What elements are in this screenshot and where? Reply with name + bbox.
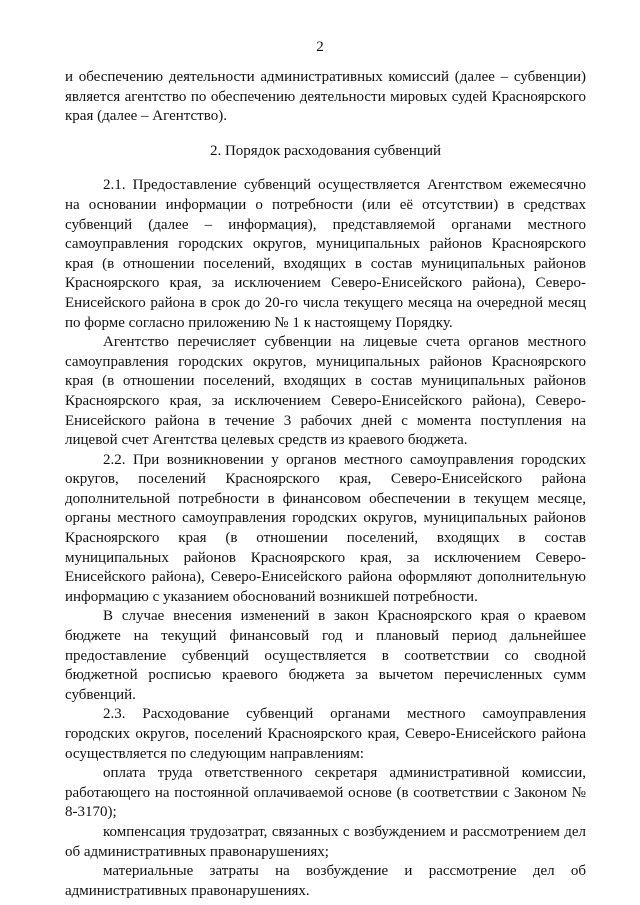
document-body (65, 68, 586, 901)
page-number: 2 (316, 39, 324, 55)
paragraph-2-3: 2.3. Расходование субвенций органами местного самоуправления городских округов, поселений Красноярского края, Северо-Енисейского района осуществляется по следующим направлениям: (65, 706, 586, 762)
expense-item-compensation: компенсация трудозатрат, связанных с возбуждением и рассмотрением дел об административных правонарушениях; (65, 823, 586, 860)
paragraph-2-1: 2.1. Предоставление субвенций осуществляется Агентством ежемесячно на основании информации о потребности (или её отсутствии) в средствах субвенций (далее – информация), представляемой органами местного самоуправления городских округов, муниципальных районов Красноярского края (в отношении поселений, входящих в состав муниципальных районов Красноярского края, за исключением Северо-Енисейского района), Северо-Енисейского района в срок до 20-го числа текущего месяца на очередной месяц по форме согласно приложению № 1 к настоящему Порядку. (65, 177, 586, 331)
paragraph-2-2-changes: В случае внесения изменений в закон Красноярского края о краевом бюджете на текущий финансовый год и плановый период дальнейшее предоставление субвенций осуществляется в соответствии со сводной бюджетной росписью краевого бюджета за вычетом перечисленных сумм субвенций. (65, 608, 586, 703)
expense-item-materials: материальные затраты на возбуждение и рассмотрение дел об административных правонарушениях. (65, 863, 586, 899)
paragraph-2-1-transfer: Агентство перечисляет субвенции на лицевые счета органов местного самоуправления городских округов, муниципальных районов Красноярского края (в отношении поселений, входящих в состав муниципальных районов Красноярского края, за исключением Северо-Енисейского района), Северо-Енисейского района в течение 3 рабочих дней с момента поступления на лицевой счет Агентства целевых средств из краевого бюджета. (65, 334, 586, 449)
section-title: 2. Порядок расходования субвенций (209, 142, 442, 159)
intro-paragraph: и обеспечению деятельности административных комиссий (далее – субвенции) является агентство по обеспечению деятельности мировых судей Красноярского края (далее – Агентство). (65, 69, 586, 125)
expense-item-salary: оплата труда ответственного секретаря административной комиссии, работающего на постоянной оплачиваемой основе (в соответствии с Законом № 8-3170); (65, 765, 586, 821)
paragraph-2-2: 2.2. При возникновении у органов местного самоуправления городских округов, поселений Красноярского края, Северо-Енисейского района дополнительной потребности в финансовом обеспечении в текущем месяце, органы местного самоуправления городских округов, муниципальных районов Красноярского края (в отношении поселений, входящих в состав муниципальных районов Красноярского края, за исключением Северо-Енисейского района), Северо-Енисейского района оформляют дополнительную информацию с указанием обоснований возникшей потребности. (65, 451, 586, 605)
